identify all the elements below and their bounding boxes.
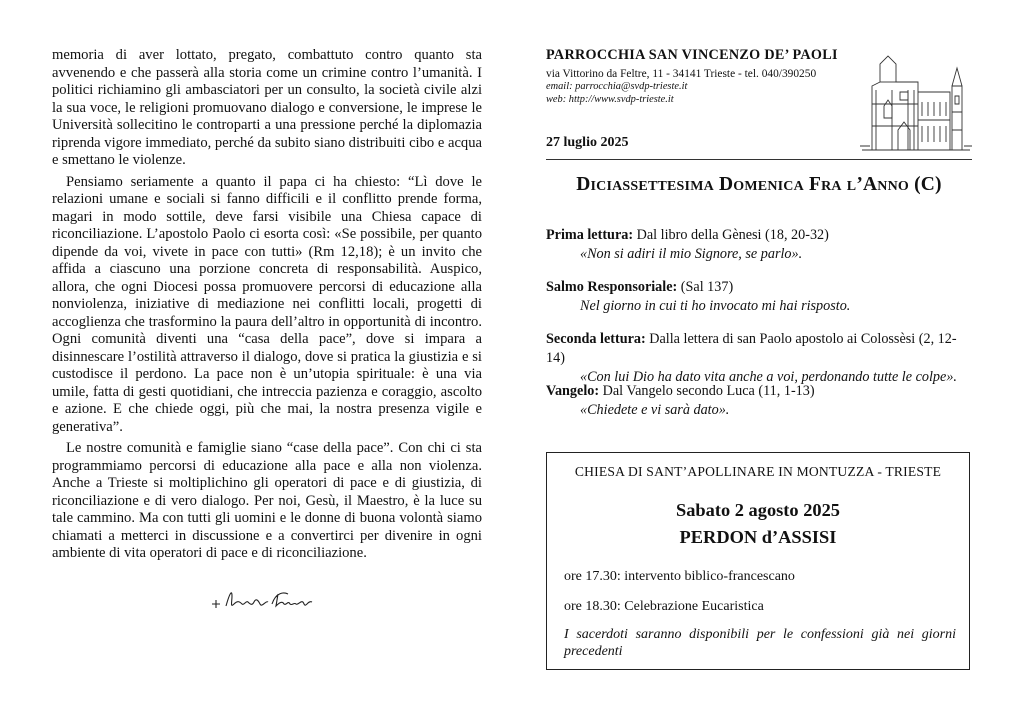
parish-web: web: http://www.svdp-trieste.it [546,93,674,105]
reading-quote: «Chiedete e vi sarà dato». [580,402,730,418]
parish-name: PARROCCHIA SAN VINCENZO DE’ PAOLI [546,47,838,63]
reading-gospel [546,382,972,420]
reading-ref: Dal libro della Gènesi (18, 20-32) [633,227,829,243]
signature [208,586,328,614]
reading-ref: (Sal 137) [677,279,734,295]
reading-second [546,330,972,387]
reading-label: Salmo Responsoriale: [546,279,678,295]
sunday-title: Diciassettesima Domenica Fra l’Anno (C) [576,174,942,195]
reading-label: Prima lettura: [546,227,634,243]
reading-quote: Nel giorno in cui ti ho invocato mi hai risposto. [580,298,851,314]
event-box [546,452,970,670]
reading-first [546,226,972,264]
letter-text [52,47,482,563]
church-illustration [858,46,974,154]
reading-quote: «Con lui Dio ha dato vita anche a voi, perdonando tutte le colpe». [580,369,957,385]
reading-label: Vangelo: [546,383,600,399]
event-note: I sacerdoti saranno disponibili per le confessioni già nei giorni precedenti [564,627,956,659]
event-date: Sabato 2 agosto 2025 [676,500,840,520]
reading-label: Seconda lettura: [546,331,646,347]
letter-paragraph: memoria di aver lottato, pregato, combattuto contro quanto sta avvenendo e che passerà alla storia come un crimine contro l’umanità. I politici richiamino gli ambasciatori per un consulto, la società civile alzi la sua voce, le religioni promuovano dialogo e conversione, le imprese le Università sollecitino le controparti a una pressione perché la diplomazia riprenda vigore immediato, perché da subito siano distribuiti cibo e acqua e smettano le violenze. [52,47,482,168]
parish-address: via Vittorino da Feltre, 11 - 34141 Trieste - tel. 040/390250 [546,68,817,80]
letter-paragraph: Le nostre comunità e famiglie siano “case della pace”. Con chi ci sta programmiamo percorsi di educazione alla pace e alla non violenza. Anche a Trieste si moltiplichino gli operatori di pace e di giustizia, di riconciliazione e di vero dialogo. Per noi, Gesù, il Maestro, è la luce su tale cammino. Ma con tutti gli uomini e le donne di buona volontà siamo chiamati a metterci in discussione e a convertirci per divenire in ogni ambiente di vita operatori di pace e di riconciliazione. [52,440,482,561]
letter-paragraph: Pensiamo seriamente a quanto il papa ci ha chiesto: “Lì dove le relazioni umane e sociali si fanno difficili e il conflitto prende forma, magari in modo sottile, deve farsi visibile una Chiesa capace di riconciliazione. L’apostolo Paolo ci esorta così: «Se possibile, per quanto dipende da voi, vivete in pace con tutti» (Rm 12,18); è un invito che affida a ciascuno una porzione concreta di responsabilità. Auspico, allora, che ogni Diocesi possa promuovere percorsi di educazione alla nonviolenza, iniziative di mediazione nei conflitti locali, progetti di accoglienza che trasformino la paura dell’altro in opportunità di incontro. Ogni comunità diventi una “casa della pace”, dove si impara a disinnescare l’ostilità attraverso il dialogo, dove si pratica la giustizia e si custodisce il perdono. La pace non è un’utopia spirituale: è una via umile, fatta di gesti quotidiani, che intreccia pazienza e coraggio, ascolto e azione. E che chiede oggi, più che mai, la nostra presenza vigile e generativa”. [52,173,482,435]
event-item: ore 17.30: intervento biblico-francescano [564,569,795,584]
parish-email: email: parrocchia@svdp-trieste.it [546,81,688,92]
bulletin-date: 27 luglio 2025 [546,135,629,150]
event-church: CHIESA DI SANT’APOLLINARE IN MONTUZZA - TRIESTE [574,464,942,479]
event-item: ore 18.30: Celebrazione Eucaristica [564,599,764,614]
reading-ref: Dal Vangelo secondo Luca (11, 1-13) [599,383,815,399]
reading-quote: «Non si adiri il mio Signore, se parlo». [580,246,803,262]
event-name: PERDON d’ASSISI [679,527,837,547]
reading-psalm [546,278,972,316]
reading-ref: Dalla lettera di san Paolo apostolo ai Colossèsi (2, 12-14) [546,331,957,366]
header-divider [546,159,972,160]
